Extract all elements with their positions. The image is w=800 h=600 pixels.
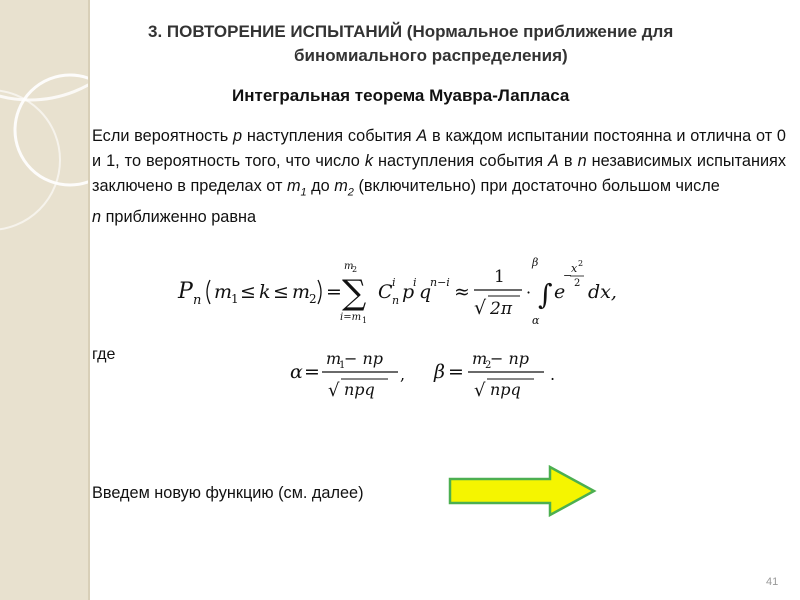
- variable-m: m: [334, 177, 348, 195]
- symbol-P: P: [178, 279, 193, 304]
- symbol-C: C: [378, 281, 393, 303]
- last-line: [92, 205, 786, 230]
- title-line-1: 3. ПОВТОРЕНИЕ ИСПЫТАНИЙ (Нормальное приближение для: [148, 22, 674, 41]
- symbol-approx: ≈: [454, 281, 470, 303]
- symbol-leq: ≤: [273, 281, 289, 303]
- text-segment: независимых испытаниях заключено в пределах от: [92, 152, 787, 195]
- sum-lower: i=m: [340, 312, 362, 323]
- sum-upper-m: m: [344, 261, 354, 272]
- formula-alpha-beta: [288, 346, 568, 408]
- integral-lower-alpha: α: [532, 314, 540, 327]
- exp-denominator: 2: [574, 278, 581, 289]
- den1: npq: [344, 380, 375, 399]
- title-line-2: биномиального распределения): [294, 46, 568, 65]
- text-segment: (включительно) при достаточно большом числе: [353, 177, 720, 195]
- symbol-m1: m: [214, 281, 233, 303]
- variable-k: k: [364, 152, 373, 170]
- num1-sub: 1: [339, 360, 346, 371]
- dot-operator: ·: [526, 283, 532, 302]
- sqrt-sign: √: [474, 297, 487, 319]
- text-segment: в: [558, 152, 578, 170]
- theorem-statement: [92, 124, 786, 230]
- symbol-equals: =: [326, 281, 342, 303]
- text-segment: Если вероятность: [92, 127, 233, 145]
- symbol-equals: =: [304, 361, 320, 383]
- exp-x: x: [571, 262, 578, 275]
- symbol-equals: =: [448, 361, 464, 383]
- symbol-m1-sub: 1: [231, 292, 239, 306]
- symbol-k: k: [259, 281, 271, 303]
- decorative-sidebar: [0, 0, 88, 600]
- page-number: 41: [766, 576, 779, 588]
- symbol-p-sup: i: [413, 276, 417, 289]
- slide-title: [148, 20, 788, 68]
- variable-p: p: [233, 127, 243, 145]
- symbol-alpha: α: [290, 361, 303, 383]
- num1-m: m: [326, 349, 342, 368]
- symbol-leq: ≤: [240, 281, 256, 303]
- fraction-numerator: 1: [494, 267, 505, 287]
- text-segment: наступления события: [372, 152, 549, 170]
- paren-left: [207, 280, 210, 304]
- integral-upper-beta: β: [532, 256, 539, 269]
- subscript: 2: [347, 186, 354, 199]
- formula-integral-theorem: [170, 252, 630, 328]
- symbol-m2-sub: 2: [309, 292, 317, 306]
- subscript: 1: [300, 186, 307, 199]
- paren-right: [318, 280, 321, 304]
- symbol-C-sup: i: [392, 276, 396, 289]
- symbol-q: q: [419, 281, 432, 303]
- comma: ,: [400, 365, 406, 384]
- text-segment: в каждом испытании постоянна и отлична от 0 и 1, то вероятность того, что число: [92, 127, 786, 170]
- text-segment: до: [306, 177, 335, 195]
- theorem-title: Интегральная теорема Муавра-Лапласа: [232, 86, 570, 105]
- variable-A: A: [548, 152, 559, 170]
- where-label: где: [92, 346, 116, 363]
- two-pi: 2π: [490, 299, 512, 319]
- text-segment: приближенно равна: [101, 208, 257, 227]
- symbol-e: e: [554, 281, 566, 303]
- variable-n: n: [577, 152, 587, 170]
- num2-m: m: [472, 349, 488, 368]
- variable-m: m: [286, 177, 301, 195]
- symbol-m2: m: [292, 281, 311, 303]
- sum-upper-sub: 2: [352, 265, 358, 274]
- num2-rest: − np: [490, 349, 530, 368]
- symbol-beta: β: [434, 361, 445, 383]
- integral-sign: ∫: [538, 278, 553, 311]
- sum-lower-sub: 1: [362, 316, 368, 325]
- dx: dx,: [588, 281, 617, 303]
- next-arrow-button[interactable]: [448, 465, 598, 517]
- symbol-p: p: [402, 281, 415, 303]
- exp-minus: −: [563, 269, 573, 282]
- den2: npq: [490, 380, 521, 399]
- num2-sub: 2: [485, 360, 492, 371]
- period: .: [550, 365, 556, 384]
- symbol-n-sub: n: [193, 293, 202, 308]
- sigma-symbol: ∑: [342, 273, 367, 313]
- variable-A: A: [416, 127, 428, 145]
- next-function-text: Введем новую функцию (см. далее): [92, 484, 364, 502]
- sqrt-sign: √: [474, 380, 486, 401]
- symbol-q-sup: n−i: [430, 276, 450, 289]
- num1-rest: − np: [344, 349, 384, 368]
- text-segment: наступления события: [242, 127, 417, 145]
- sidebar-circles-decoration: [0, 0, 88, 600]
- sqrt-sign: √: [328, 380, 340, 401]
- symbol-C-sub: n: [392, 294, 400, 307]
- sidebar-divider: [88, 0, 90, 600]
- arrow-right-icon: [450, 467, 594, 515]
- variable-n: n: [92, 208, 102, 227]
- exp-x-sup: 2: [578, 259, 584, 268]
